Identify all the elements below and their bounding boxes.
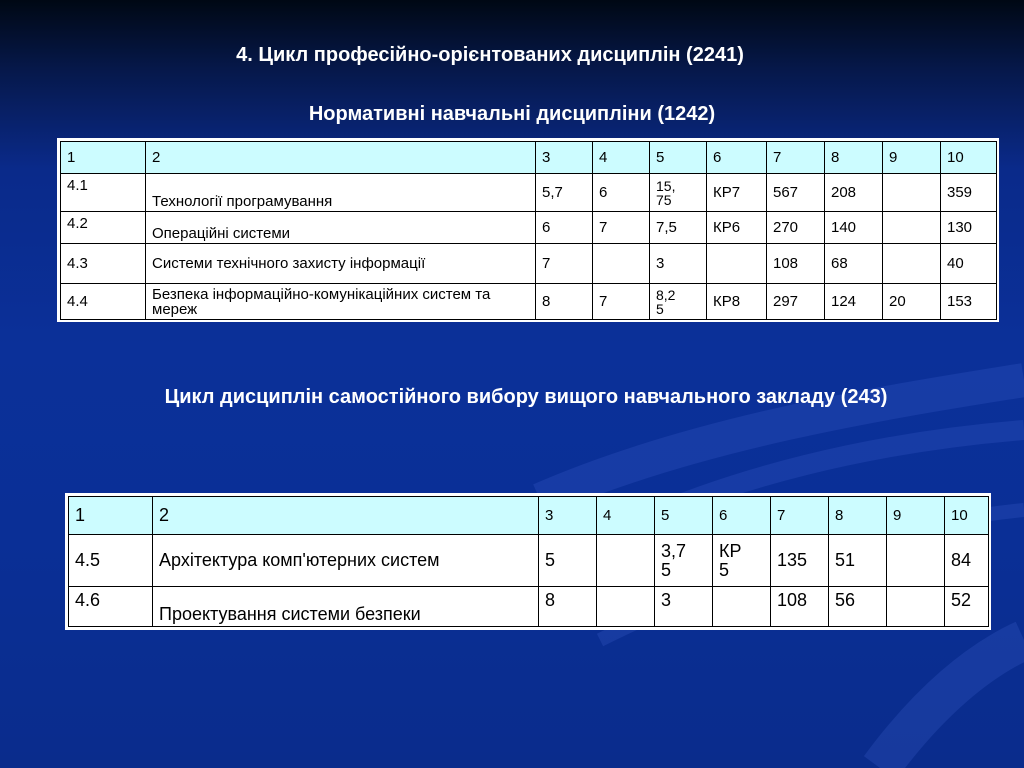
discipline-name: Технології програмування xyxy=(146,174,536,212)
header-cell: 3 xyxy=(539,497,597,535)
discipline-name: Проектування системи безпеки xyxy=(153,587,539,627)
table-row xyxy=(61,174,997,212)
header-cell: 8 xyxy=(825,142,883,174)
table-cell: 567 xyxy=(767,174,825,212)
table-cell: 208 xyxy=(825,174,883,212)
table-cell xyxy=(887,587,945,627)
header-cell: 7 xyxy=(767,142,825,174)
table-cell: 297 xyxy=(767,284,825,320)
table-cell: 3 xyxy=(655,587,713,627)
table-cell: КР7 xyxy=(707,174,767,212)
header-cell: 10 xyxy=(945,497,989,535)
header-cell: 2 xyxy=(153,497,539,535)
discipline-name: Безпека інформаційно-комунікаційних систем та мереж xyxy=(146,284,536,320)
table-header-row xyxy=(69,497,989,535)
table-cell: 5 xyxy=(539,535,597,587)
table-cell: 8 xyxy=(536,284,593,320)
table-cell xyxy=(883,244,941,284)
table-row xyxy=(61,244,997,284)
row-code: 4.2 xyxy=(61,212,146,244)
table-cell: КР6 xyxy=(707,212,767,244)
discipline-name: Системи технічного захисту інформації xyxy=(146,244,536,284)
table-cell: 68 xyxy=(825,244,883,284)
table-cell xyxy=(887,535,945,587)
table-row xyxy=(61,212,997,244)
table-cell: 3,7 5 xyxy=(655,535,713,587)
table-cell: 7 xyxy=(593,212,650,244)
slide-subtitle: Нормативні навчальні дисципліни (1242) xyxy=(308,103,716,125)
row-code: 4.4 xyxy=(61,284,146,320)
table-cell: 124 xyxy=(825,284,883,320)
table-cell: 130 xyxy=(941,212,997,244)
table-cell: 7 xyxy=(593,284,650,320)
table-cell xyxy=(597,587,655,627)
table-cell xyxy=(593,244,650,284)
table-cell: 52 xyxy=(945,587,989,627)
table-cell: 56 xyxy=(829,587,887,627)
table-cell: 153 xyxy=(941,284,997,320)
header-cell: 6 xyxy=(707,142,767,174)
table-cell xyxy=(713,587,771,627)
table-cell: 5,7 xyxy=(536,174,593,212)
table-row xyxy=(69,535,989,587)
table-cell xyxy=(883,212,941,244)
header-cell: 4 xyxy=(597,497,655,535)
row-code: 4.3 xyxy=(61,244,146,284)
table-cell xyxy=(707,244,767,284)
table-cell: 270 xyxy=(767,212,825,244)
header-cell: 1 xyxy=(69,497,153,535)
table-cell: 3 xyxy=(650,244,707,284)
table-mandatory-disciplines xyxy=(57,138,999,322)
table-cell xyxy=(883,174,941,212)
header-cell: 5 xyxy=(655,497,713,535)
table-cell: 51 xyxy=(829,535,887,587)
table-cell: 15, 75 xyxy=(650,174,707,212)
header-cell: 1 xyxy=(61,142,146,174)
table-cell: 7,5 xyxy=(650,212,707,244)
table-cell: КР 5 xyxy=(713,535,771,587)
table-cell: 20 xyxy=(883,284,941,320)
table-cell: 8 xyxy=(539,587,597,627)
table-cell: 40 xyxy=(941,244,997,284)
header-cell: 9 xyxy=(883,142,941,174)
table-cell: 359 xyxy=(941,174,997,212)
header-cell: 2 xyxy=(146,142,536,174)
table-cell: 108 xyxy=(771,587,829,627)
table-cell: 6 xyxy=(536,212,593,244)
discipline-name: Операційні системи xyxy=(146,212,536,244)
table-elective-disciplines xyxy=(65,493,991,630)
header-cell: 8 xyxy=(829,497,887,535)
section-title-elective: Цикл дисциплін самостійного вибору вищого навчального закладу (243) xyxy=(164,386,888,408)
table-cell: 8,2 5 xyxy=(650,284,707,320)
header-cell: 7 xyxy=(771,497,829,535)
discipline-name: Архітектура комп'ютерних систем xyxy=(153,535,539,587)
row-code: 4.6 xyxy=(69,587,153,627)
table-cell: 7 xyxy=(536,244,593,284)
table-cell: 140 xyxy=(825,212,883,244)
table-cell: 84 xyxy=(945,535,989,587)
table-cell: 135 xyxy=(771,535,829,587)
header-cell: 9 xyxy=(887,497,945,535)
row-code: 4.5 xyxy=(69,535,153,587)
table-cell: 6 xyxy=(593,174,650,212)
table-cell: КР8 xyxy=(707,284,767,320)
table-cell xyxy=(597,535,655,587)
slide-title: 4. Цикл професійно-орієнтованих дисциплін (2241) xyxy=(236,44,744,66)
table-row xyxy=(61,284,997,320)
header-cell: 10 xyxy=(941,142,997,174)
header-cell: 4 xyxy=(593,142,650,174)
table-cell: 108 xyxy=(767,244,825,284)
table-header-row xyxy=(61,142,997,174)
row-code: 4.1 xyxy=(61,174,146,212)
table-row xyxy=(69,587,989,627)
header-cell: 5 xyxy=(650,142,707,174)
header-cell: 3 xyxy=(536,142,593,174)
header-cell: 6 xyxy=(713,497,771,535)
